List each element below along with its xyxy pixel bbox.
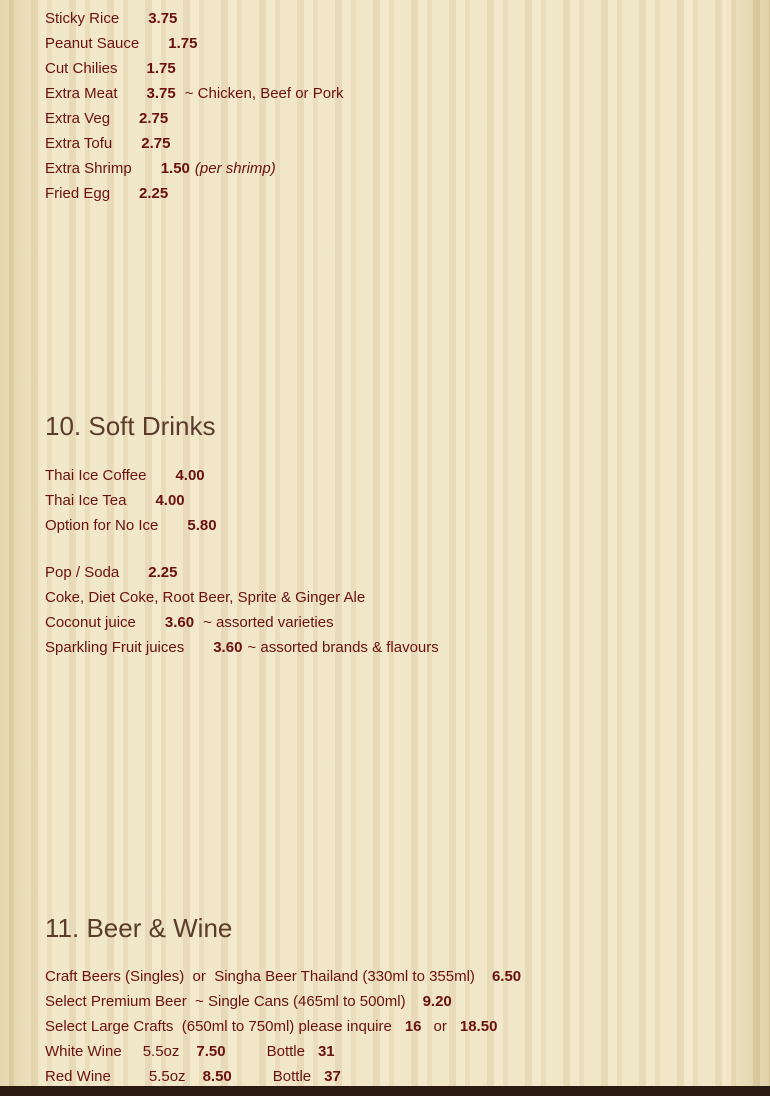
item-name: White Wine xyxy=(45,1043,122,1060)
item-note: (per shrimp) xyxy=(194,160,276,177)
section-title-soft-drinks: 10. Soft Drinks xyxy=(45,411,216,441)
menu-item xyxy=(45,85,344,103)
menu-item xyxy=(45,993,452,1011)
item-price: 2.25 xyxy=(148,564,178,581)
item-name: Extra Tofu xyxy=(45,135,113,152)
item-price: 5.80 xyxy=(187,517,217,534)
bottle-price: 31 xyxy=(317,1043,335,1060)
item-name: Extra Veg xyxy=(45,110,111,127)
item-price: 1.75 xyxy=(168,35,198,52)
item-price: 4.00 xyxy=(175,467,205,484)
menu-item xyxy=(45,614,334,632)
item-name: Cut Chilies xyxy=(45,60,118,77)
item-price: 3.75 xyxy=(148,10,178,27)
item-price: 3.60 xyxy=(213,639,243,656)
menu-item xyxy=(45,35,197,53)
item-price: 2.75 xyxy=(139,110,169,127)
menu-item xyxy=(45,968,521,986)
section-title-beer-wine: 11. Beer & Wine xyxy=(45,913,233,943)
item-name: Coke, Diet Coke, Root Beer, Sprite & Ginger Ale xyxy=(45,589,366,606)
menu-item xyxy=(45,1018,497,1036)
menu-item xyxy=(45,517,217,535)
menu-item xyxy=(45,185,168,203)
menu-item xyxy=(45,10,177,28)
item-size: 5.5oz xyxy=(148,1068,186,1085)
item-price: 9.20 xyxy=(422,993,452,1010)
item-name: Extra Meat xyxy=(45,85,118,102)
bottle-label: Bottle xyxy=(266,1043,305,1060)
item-price: 16 xyxy=(404,1018,422,1035)
item-price: 8.50 xyxy=(202,1068,232,1085)
menu-item xyxy=(45,110,168,128)
item-name: Option for No Ice xyxy=(45,517,159,534)
item-price: 18.50 xyxy=(459,1018,498,1035)
bottle-label: Bottle xyxy=(272,1068,312,1085)
item-name: Peanut Sauce xyxy=(45,35,140,52)
item-name: Thai Ice Coffee xyxy=(45,467,147,484)
menu-item xyxy=(45,467,205,485)
item-name: Thai Ice Tea xyxy=(45,492,127,509)
bottom-bar xyxy=(0,1086,770,1096)
menu-item xyxy=(45,564,177,582)
item-price: 2.75 xyxy=(141,135,171,152)
item-name: Pop / Soda xyxy=(45,564,120,581)
item-price: 1.75 xyxy=(146,60,176,77)
item-note: ~ Chicken, Beef or Pork xyxy=(184,85,344,102)
item-name: Craft Beers (Singles) or Singha Beer Thailand (330ml to 355ml) xyxy=(45,968,475,985)
bottle-price: 37 xyxy=(324,1068,341,1085)
item-note: ~ assorted varieties xyxy=(203,614,334,631)
item-price: 6.50 xyxy=(491,968,522,985)
item-name: Sparkling Fruit juices xyxy=(45,639,185,656)
menu-item xyxy=(45,160,276,178)
item-or: or xyxy=(433,1018,447,1035)
item-name: Coconut juice xyxy=(45,614,136,631)
item-price: 2.25 xyxy=(139,185,169,202)
item-name: Extra Shrimp xyxy=(45,160,132,177)
item-name: Select Large Crafts (650ml to 750ml) please inquire xyxy=(45,1018,392,1035)
item-note: ~ assorted brands & flavours xyxy=(247,639,439,656)
menu-item xyxy=(45,492,185,510)
menu-item xyxy=(45,60,176,78)
item-price: 1.50 xyxy=(160,160,190,177)
menu-item xyxy=(45,589,365,607)
menu-item xyxy=(45,639,439,657)
item-name: Fried Egg xyxy=(45,185,111,202)
menu-item xyxy=(45,135,170,153)
item-name: Sticky Rice xyxy=(45,10,120,27)
item-name: Select Premium Beer ~ Single Cans (465ml to 500ml) xyxy=(45,993,406,1010)
item-name: Red Wine xyxy=(45,1068,111,1085)
menu-item xyxy=(45,1043,335,1061)
item-price: 7.50 xyxy=(196,1043,226,1060)
item-price: 3.75 xyxy=(146,85,176,102)
item-price: 3.60 xyxy=(164,614,195,631)
menu-item xyxy=(45,1068,341,1086)
item-size: 5.5oz xyxy=(142,1043,180,1060)
item-price: 4.00 xyxy=(155,492,185,509)
